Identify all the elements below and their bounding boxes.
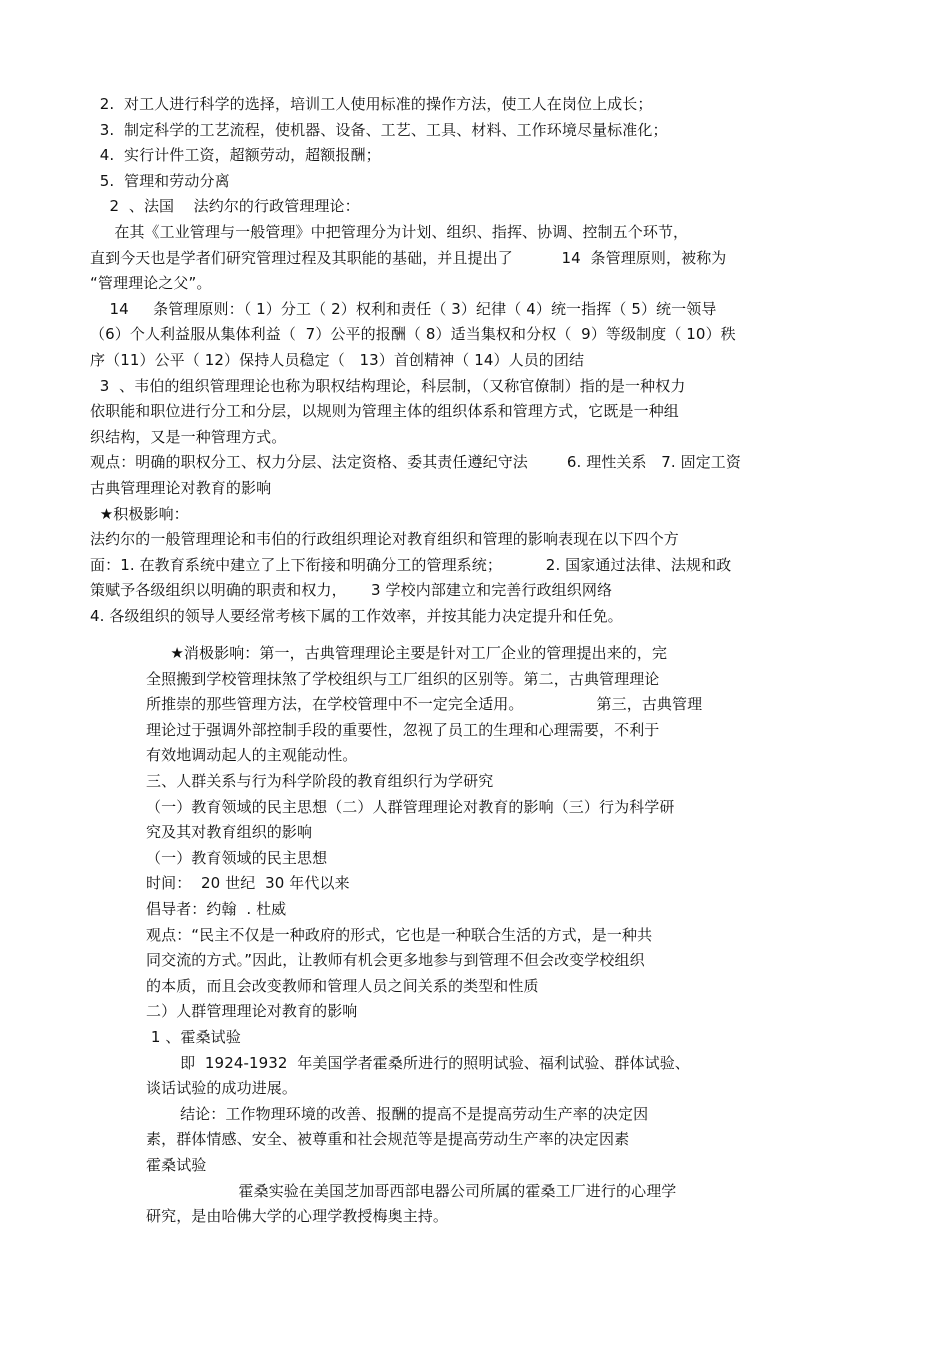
text-line: （6）个人利益服从集体利益（ 7）公平的报酬（ 8）适当集权和分权（ 9）等级制度（ 10）秩 (90, 325, 736, 344)
text-line: 霍桑实验在美国芝加哥西部电器公司所属的霍桑工厂进行的心理学 (146, 1181, 677, 1200)
text-line: 古典管理理论对教育的影响 (90, 479, 272, 497)
text-line: 5. 管理和劳动分离 (90, 171, 230, 190)
text-line: 二）人群管理理论对教育的影响 (146, 1002, 358, 1021)
text-line: 依职能和职位进行分工和分层，以规则为管理主体的组织体系和管理方式，它既是一种组 (90, 402, 679, 421)
text-line: 3 、韦伯的组织管理理论也称为职权结构理论，科层制，（又称官僚制）指的是一种权力 (90, 376, 686, 395)
text-line: 研究，是由哈佛大学的心理学教授梅奥主持。 (146, 1207, 449, 1226)
text-line: 时间： 20 世纪 30 年代以来 (146, 874, 350, 893)
text-line: 素，群体情感、安全、被尊重和社会规范等是提高劳动生产率的决定因素 (146, 1130, 630, 1149)
text-line: 观点：明确的职权分工、权力分层、法定资格、委其责任遵纪守法 6. 理性关系 7. 固定工资 (90, 453, 742, 472)
text-line: 霍桑试验 (146, 1156, 207, 1174)
text-line: 全照搬到学校管理抹煞了学校组织与工厂组织的区别等。第二，古典管理理论 (146, 669, 660, 688)
text-line: （一）教育领域的民主思想（二）人群管理理论对教育的影响（三）行为科学研 (146, 797, 675, 816)
text-line: 2. 对工人进行科学的选择，培训工人使用标准的操作方法，使工人在岗位上成长； (90, 95, 653, 113)
text-line: “管理理论之父”。 (90, 274, 212, 293)
text-line: 究及其对教育组织的影响 (146, 823, 313, 842)
text-line: 谈话试验的成功进展。 (146, 1079, 298, 1098)
text-line: 法约尔的一般管理理论和韦伯的行政组织理论对教育组织和管理的影响表现在以下四个方 (90, 530, 679, 549)
text-line: 织结构，又是一种管理方式。 (90, 427, 287, 446)
text-line: 4. 实行计件工资，超额劳动，超额报酬； (90, 146, 381, 165)
text-line: 直到今天也是学者们研究管理过程及其职能的基础，并且提出了 14 条管理原则，被称为 (90, 248, 727, 267)
text-line: 14 条管理原则：（ 1）分工（ 2）权利和责任（ 3）纪律（ 4）统一指挥（ 5）统一领导 (90, 299, 717, 318)
text-line: 在其《工业管理与一般管理》中把管理分为计划、组织、指挥、协调、控制五个环节， (90, 223, 689, 241)
text-line: 观点：“民主不仅是一种政府的形式，它也是一种联合生活的方式，是一种共 (146, 925, 653, 944)
text-line: 面：1. 在教育系统中建立了上下衔接和明确分工的管理系统； 2. 国家通过法律、法规和政 (90, 555, 732, 574)
text-line: 3. 制定科学的工艺流程，使机器、设备、工艺、工具、材料、工作环境尽量标准化； (90, 120, 668, 139)
text-line: 1 、霍桑试验 (146, 1028, 241, 1046)
text-line: 三、人群关系与行为科学阶段的教育组织行为学研究 (146, 772, 494, 790)
text-line: 同交流的方式。”因此，让教师有机会更多地参与到管理不但会改变学校组织 (146, 951, 645, 970)
text-line: 所推崇的那些管理方法，在学校管理中不一定完全适用。 第三，古典管理 (146, 695, 703, 714)
text-line: 有效地调动起人的主观能动性。 (146, 746, 358, 765)
text-line: （一）教育领域的民主思想 (146, 848, 328, 867)
text-line: 序（11）公平（ 12）保持人员稳定（ 13）首创精神（ 14）人员的团结 (90, 351, 585, 369)
text-line: 的本质，而且会改变教师和管理人员之间关系的类型和性质 (146, 976, 539, 995)
text-line: ★积极影响： (90, 504, 189, 523)
text-line: 4. 各级组织的领导人要经常考核下属的工作效率，并按其能力决定提升和任免。 (90, 607, 623, 625)
text-line: 倡导者：约翰 . 杜威 (146, 900, 287, 918)
text-line: 即 1924-1932 年美国学者霍桑所进行的照明试验、福利试验、群体试验、 (146, 1053, 690, 1072)
text-line: 2 、法国 法约尔的行政管理理论： (90, 197, 360, 216)
text-line: 策赋予各级组织以明确的职责和权力， 3 学校内部建立和完善行政组织网络 (90, 581, 613, 600)
text-line: 理论过于强调外部控制手段的重要性，忽视了员工的生理和心理需要，不利于 (146, 720, 660, 739)
text-line: 结论：工作物理环境的改善、报酬的提高不是提高劳动生产率的决定因 (146, 1104, 649, 1123)
text-line: ★消极影响：第一，古典管理理论主要是针对工厂企业的管理提出来的，完 (146, 644, 668, 662)
